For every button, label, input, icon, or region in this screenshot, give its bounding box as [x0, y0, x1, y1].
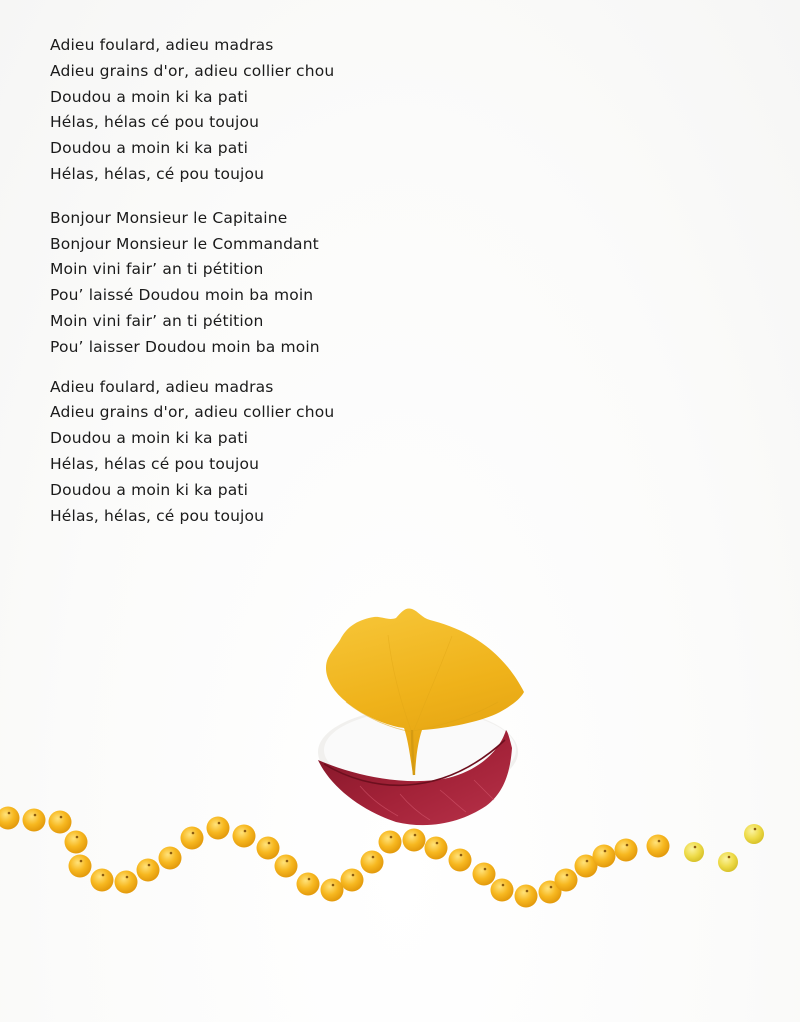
berry-bead: [379, 831, 402, 854]
berry-bead: [555, 869, 578, 892]
berry-bead: [275, 855, 298, 878]
berry-bead: [137, 859, 160, 882]
berry-bead-tip: [332, 884, 335, 887]
berry-bead-tip: [218, 822, 221, 825]
berry-bead: [297, 873, 320, 896]
poem-line: Hélas, hélas, cé pou toujou: [50, 506, 265, 525]
berry-bead-tip: [460, 854, 463, 857]
poem-line: Doudou a moin ki ka pati: [50, 139, 249, 158]
stanza: [50, 33, 470, 188]
berry-bead: [515, 885, 538, 908]
berry-bead-tip: [586, 860, 589, 863]
berry-bead: [65, 831, 88, 854]
berry-bead: [473, 863, 496, 886]
poem-line: Adieu foulard, adieu madras: [50, 36, 274, 54]
berry-bead-tip: [76, 836, 79, 839]
berry-bead: [647, 835, 670, 858]
berry-bead-tip: [604, 850, 607, 853]
stanza: [50, 206, 470, 361]
berry-bead-tip: [308, 878, 311, 881]
berry-bead-tip: [352, 874, 355, 877]
berry-bead-tip: [244, 830, 247, 833]
berry-bead-tip: [566, 874, 569, 877]
berry-bead-tip: [728, 856, 731, 859]
berry-bead: [257, 837, 280, 860]
berry-bead: [361, 851, 384, 874]
poem-line: Pou’ laisser Doudou moin ba moin: [50, 337, 320, 356]
berry-bead-tip: [658, 840, 661, 843]
berry-bead-tip: [626, 844, 629, 847]
berry-bead-tip: [754, 828, 757, 831]
berry-bead: [207, 817, 230, 840]
berry-bead: [425, 837, 448, 860]
berry-bead: [615, 839, 638, 862]
berry-bead-tip: [192, 832, 195, 835]
berry-bead: [91, 869, 114, 892]
berry-bead: [491, 879, 514, 902]
berry-bead: [115, 871, 138, 894]
berry-bead: [593, 845, 616, 868]
berry-bead: [49, 811, 72, 834]
berry-bead-tip: [170, 852, 173, 855]
berry-bead-tip: [102, 874, 105, 877]
poem-line: Pou’ laissé Doudou moin ba moin: [50, 286, 314, 305]
poem-line: Doudou a moin ki ka pati: [50, 480, 249, 499]
berry-bead: [23, 809, 46, 832]
berry-bead-tip: [502, 884, 505, 887]
berry-bead-tip: [372, 856, 375, 859]
berry-bead-tip: [550, 886, 553, 889]
berry-bead: [341, 869, 364, 892]
berry-bead-tip: [436, 842, 439, 845]
berry-bead-tip: [390, 836, 393, 839]
poem-line: Moin vini fair’ an ti pétition: [50, 260, 264, 279]
berry-bead-tip: [60, 816, 63, 819]
berry-bead: [159, 847, 182, 870]
berry-bead: [0, 807, 20, 830]
poem-line: Adieu foulard, adieu madras: [50, 377, 274, 396]
berry-bead-tip: [694, 846, 697, 849]
poem-line: Hélas, hélas, cé pou toujou: [50, 164, 265, 183]
berry-bead-tip: [126, 876, 129, 879]
berry-bead: [744, 824, 764, 844]
berry-bead-tip: [148, 864, 151, 867]
berry-bead-tip: [286, 860, 289, 863]
poem-line: Hélas, hélas cé pou toujou: [50, 454, 260, 473]
berry-bead: [233, 825, 256, 848]
berry-bead: [684, 842, 704, 862]
berry-bead-wave: [0, 807, 764, 908]
poem-line: Moin vini fair’ an ti pétition: [50, 311, 264, 330]
poem-line: Hélas, hélas cé pou toujou: [50, 113, 260, 132]
berry-bead: [321, 879, 344, 902]
berry-bead-tip: [414, 834, 417, 837]
berry-bead-tip: [8, 812, 11, 815]
leaf-boat-artwork: [0, 560, 800, 1022]
berry-bead-tip: [526, 890, 529, 893]
berry-bead: [718, 852, 738, 872]
poem-line: Doudou a moin ki ka pati: [50, 429, 249, 448]
poem-line: Adieu grains d'or, adieu collier chou: [50, 403, 335, 422]
berry-bead: [449, 849, 472, 872]
poem-lyrics: [50, 33, 470, 529]
berry-bead: [69, 855, 92, 878]
berry-bead-tip: [34, 814, 37, 817]
berry-bead-tip: [268, 842, 271, 845]
stanza: [50, 375, 470, 530]
poem-line: Doudou a moin ki ka pati: [50, 87, 249, 106]
berry-bead: [181, 827, 204, 850]
poem-line: Bonjour Monsieur le Capitaine: [50, 208, 288, 227]
poem-line: Adieu grains d'or, adieu collier chou: [50, 61, 335, 80]
berry-bead: [403, 829, 426, 852]
berry-bead-tip: [484, 868, 487, 871]
poem-line: Bonjour Monsieur le Commandant: [50, 234, 319, 253]
berry-bead-tip: [80, 860, 83, 863]
